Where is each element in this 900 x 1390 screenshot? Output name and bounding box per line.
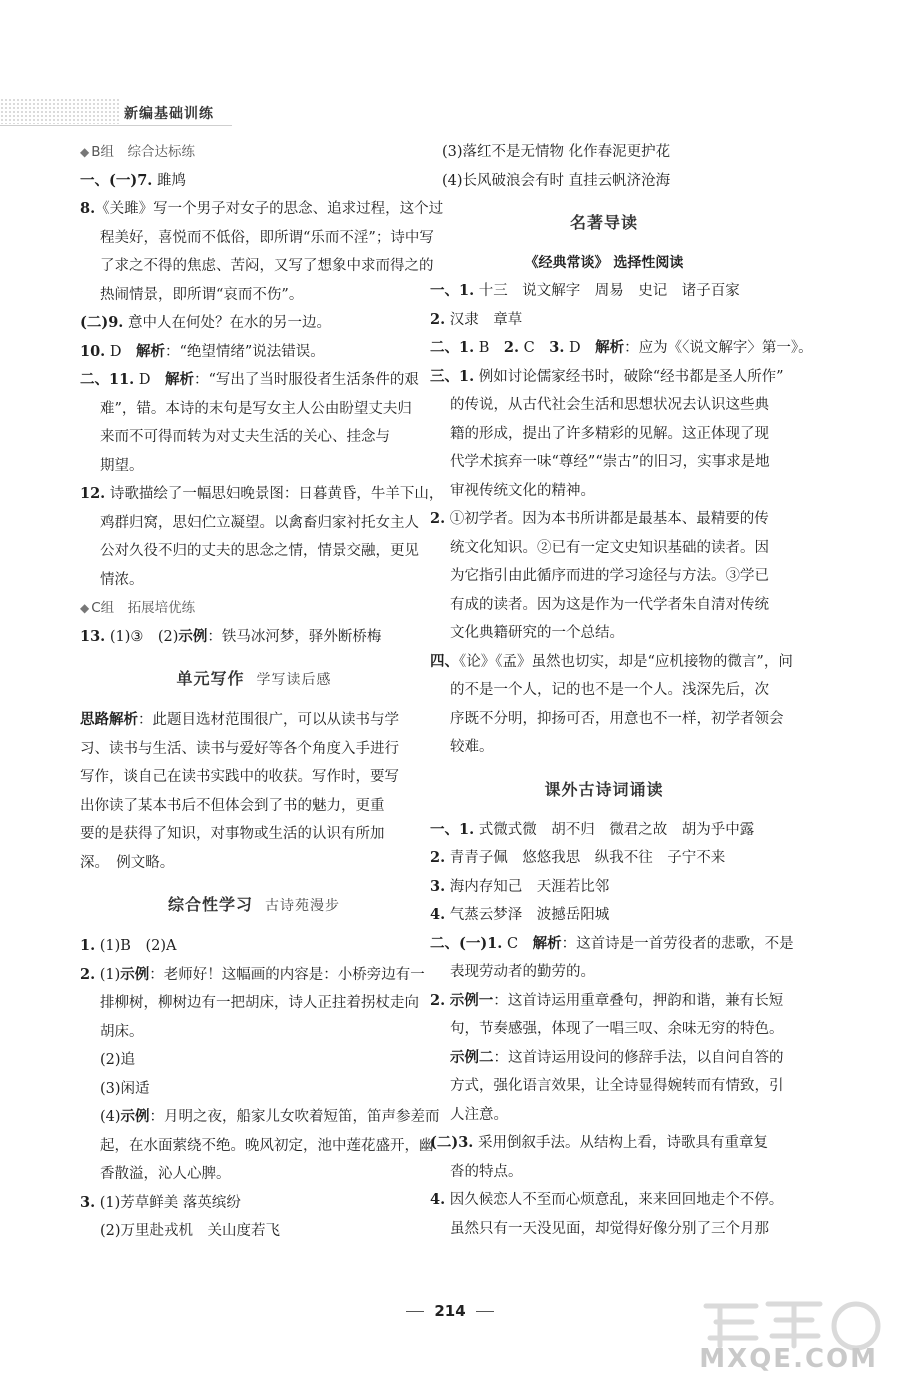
answer-line: 表现劳动者的勤劳的。 [450, 964, 595, 980]
answer-line: 来而不可得而转为对丈夫生活的关心、挂念与 [100, 429, 390, 445]
answer-line: 起，在水面萦绕不绝。晚风初定，池中莲花盛开，幽 [100, 1137, 434, 1154]
answer-line: 统文化知识。②已有一定文史知识基础的读者。因 [450, 539, 769, 556]
answer-line: 文化典籍研究的一个总结。 [450, 625, 624, 641]
answer-line: 二、11. D 解析：“写出了当时服役者生活条件的艰 [80, 371, 419, 388]
subsection-title: 《经典常谈》 选择性阅读 [524, 255, 684, 271]
answer-line: 有成的读者。因为这是作为一代学者朱自清对传统 [450, 596, 769, 613]
section-title-comprehensive: 综合性学习 古诗苑漫步 [167, 895, 340, 914]
answer-line: 沓的特点。 [450, 1163, 523, 1180]
answer-line: 句，节奏感强，体现了一唱三叹、余味无穷的特色。 [450, 1021, 784, 1037]
answer-line: 香散溢，沁人心脾。 [100, 1166, 231, 1182]
answer-line: 虽然只有一天没见面，却觉得好像分别了三个月那 [450, 1220, 769, 1237]
answer-line: (3)闲适 [100, 1080, 150, 1097]
answer-line: 2. 示例一：这首诗运用重章叠句，押韵和谐，兼有长短 [430, 991, 784, 1009]
header-rule [0, 125, 232, 126]
answer-line: 程美好，喜悦而不低俗，即所谓“乐而不淫”；诗中写 [100, 229, 434, 246]
dash-left [406, 1311, 424, 1312]
answer-line: 人注意。 [450, 1106, 508, 1123]
answer-line: 习、读书与生活、读书与爱好等各个角度入手进行 [80, 740, 399, 757]
answer-line: 12. 诗歌描绘了一幅思妇晚景图：日暮黄昏，牛羊下山， [80, 485, 444, 502]
answer-line: 为它指引由此循序而进的学习途径与方法。③学已 [450, 568, 769, 584]
answer-line: 的传说，从古代社会生活和思想状况去认识这些典 [450, 397, 769, 413]
diamond-icon: ◆ [80, 145, 90, 159]
section-title-classics: 名著导读 [569, 213, 638, 232]
answer-line: 3. 海内存知己 天涯若比邻 [430, 877, 610, 895]
dash-right [476, 1311, 494, 1312]
answer-line: 三、1. 例如讨论儒家经书时，破除“经书都是圣人所作” [430, 367, 784, 385]
answer-line: 序既不分明，抑扬可否，用意也不一样，初学者领会 [450, 710, 784, 727]
page-number: 214 [0, 1302, 900, 1320]
group-c-heading: ◆ C组 拓展培优练 [80, 600, 196, 616]
section-title-poetry: 课外古诗词诵读 [544, 779, 664, 799]
answer-line: (2)追 [100, 1052, 136, 1068]
left-column [80, 138, 444, 1246]
group-b-heading: ◆ B组 综合达标练 [80, 144, 195, 160]
answer-line: 四、《论》《孟》虽然也切实，却是“应机接物的微言”，问 [430, 652, 793, 670]
book-title: 新编基础训练 [124, 106, 214, 122]
answer-line: 热闹情景，即所谓“哀而不伤”。 [100, 286, 304, 303]
answer-line: 要的是获得了知识，对事物或生活的认识有所加 [80, 826, 385, 842]
answer-line: 一、1. 式微式微 胡不归 微君之故 胡为乎中露 [430, 820, 755, 838]
answer-line: 深。 例文略。 [80, 854, 175, 871]
section-title-writing: 单元写作 学写读后感 [176, 669, 332, 688]
answer-line: 二、(一)1. C 解析：这首诗是一首劳役者的悲歌，不是 [430, 934, 794, 952]
answer-line: 一、1. 十三 说文解字 周易 史记 诸子百家 [430, 282, 740, 299]
header-dot-band [0, 98, 120, 124]
answer-line: 2. ①初学者。因为本书所讲都是最基本、最精要的传 [430, 510, 769, 527]
answer-line: 4. 因久候恋人不至而心烦意乱，来来回回地走个不停。 [430, 1191, 784, 1208]
answer-line: (4)示例：月明之夜，船家儿女吹着短笛，笛声参差而 [100, 1108, 440, 1125]
answer-line: (4)长风破浪会有时 直挂云帆济沧海 [442, 172, 671, 189]
right-column [430, 138, 813, 1243]
answer-line: 籍的形成，提出了许多精彩的见解。这正体现了现 [450, 425, 769, 442]
answer-line: 期望。 [100, 457, 144, 474]
answer-line: (二)3. 采用倒叙手法。从结构上看，诗歌具有重章复 [430, 1134, 768, 1151]
answer-line: 思路解析：此题目选材范围很广，可以从读书与学 [80, 711, 399, 728]
answer-line: 了求之不得的焦虑、苦闷，又写了想象中求而得之的 [100, 258, 434, 274]
answer-line: 2. 青青子佩 悠悠我思 纵我不往 子宁不来 [430, 849, 726, 866]
answer-line: 8.《关雎》写一个男子对女子的思念、追求过程，这个过 [80, 200, 444, 217]
answer-line: 二、1. B 2. C 3. D 解析：应为《〈说文解字〉第一》。 [430, 339, 813, 356]
answer-line: 情浓。 [100, 571, 144, 588]
answer-line: 一、(一)7. 雎鸠 [80, 171, 186, 189]
answer-line: 审视传统文化的精神。 [450, 482, 595, 499]
answer-line: 2. 汉隶 章草 [430, 310, 523, 328]
answer-line: 排柳树，柳树边有一把胡床，诗人正拄着拐杖走向 [100, 995, 419, 1011]
answer-line: 13. (1)③ (2)示例：铁马冰河梦，驿外断桥梅 [80, 627, 382, 645]
diamond-icon: ◆ [80, 601, 90, 615]
answer-line: 写作，谈自己在读书实践中的收获。写作时，要写 [80, 769, 399, 785]
answer-line: 2. (1)示例：老师好！这幅画的内容是：小桥旁边有一 [80, 965, 425, 983]
answer-line: 代学术摈弃一味“尊经”“崇古”的旧习，实事求是地 [450, 454, 770, 470]
answer-line: 的不是一个人，记的也不是一个人。浅深先后，次 [450, 682, 769, 698]
answer-line: 公对久役不归的丈夫的思念之情，情景交融，更见 [100, 543, 419, 559]
answer-line: 出你读了某本书后不但体会到了书的魅力，更重 [80, 797, 385, 814]
answer-line: 较难。 [450, 739, 494, 755]
watermark-text: MXQE.COM [699, 1344, 878, 1374]
answer-line: 胡床。 [100, 1023, 144, 1040]
answer-line: 示例二：这首诗运用设问的修辞手法，以自问自答的 [450, 1048, 784, 1066]
answer-line: 10. D 解析：“绝望情绪”说法错误。 [80, 342, 325, 360]
answer-line: (3)落红不是无情物 化作春泥更护花 [442, 144, 671, 160]
answer-line: (二)9. 意中人在何处？在水的另一边。 [80, 314, 331, 331]
answer-line: 鸡群归窝，思妇伫立凝望。以禽畜归家衬托女主人 [100, 514, 419, 531]
answer-line: 3. (1)芳草鲜美 落英缤纷 [80, 1193, 241, 1211]
answer-line: 4. 气蒸云梦泽 波撼岳阳城 [430, 906, 610, 923]
answer-line: (2)万里赴戎机 关山度若飞 [100, 1223, 281, 1239]
answer-line: 难”，错。本诗的末句是写女主人公由盼望丈夫归 [100, 400, 412, 417]
answer-line: 方式，强化语言效果，让全诗显得婉转而有情致，引 [450, 1078, 784, 1094]
answer-line: 1. (1)B (2)A [80, 937, 177, 954]
